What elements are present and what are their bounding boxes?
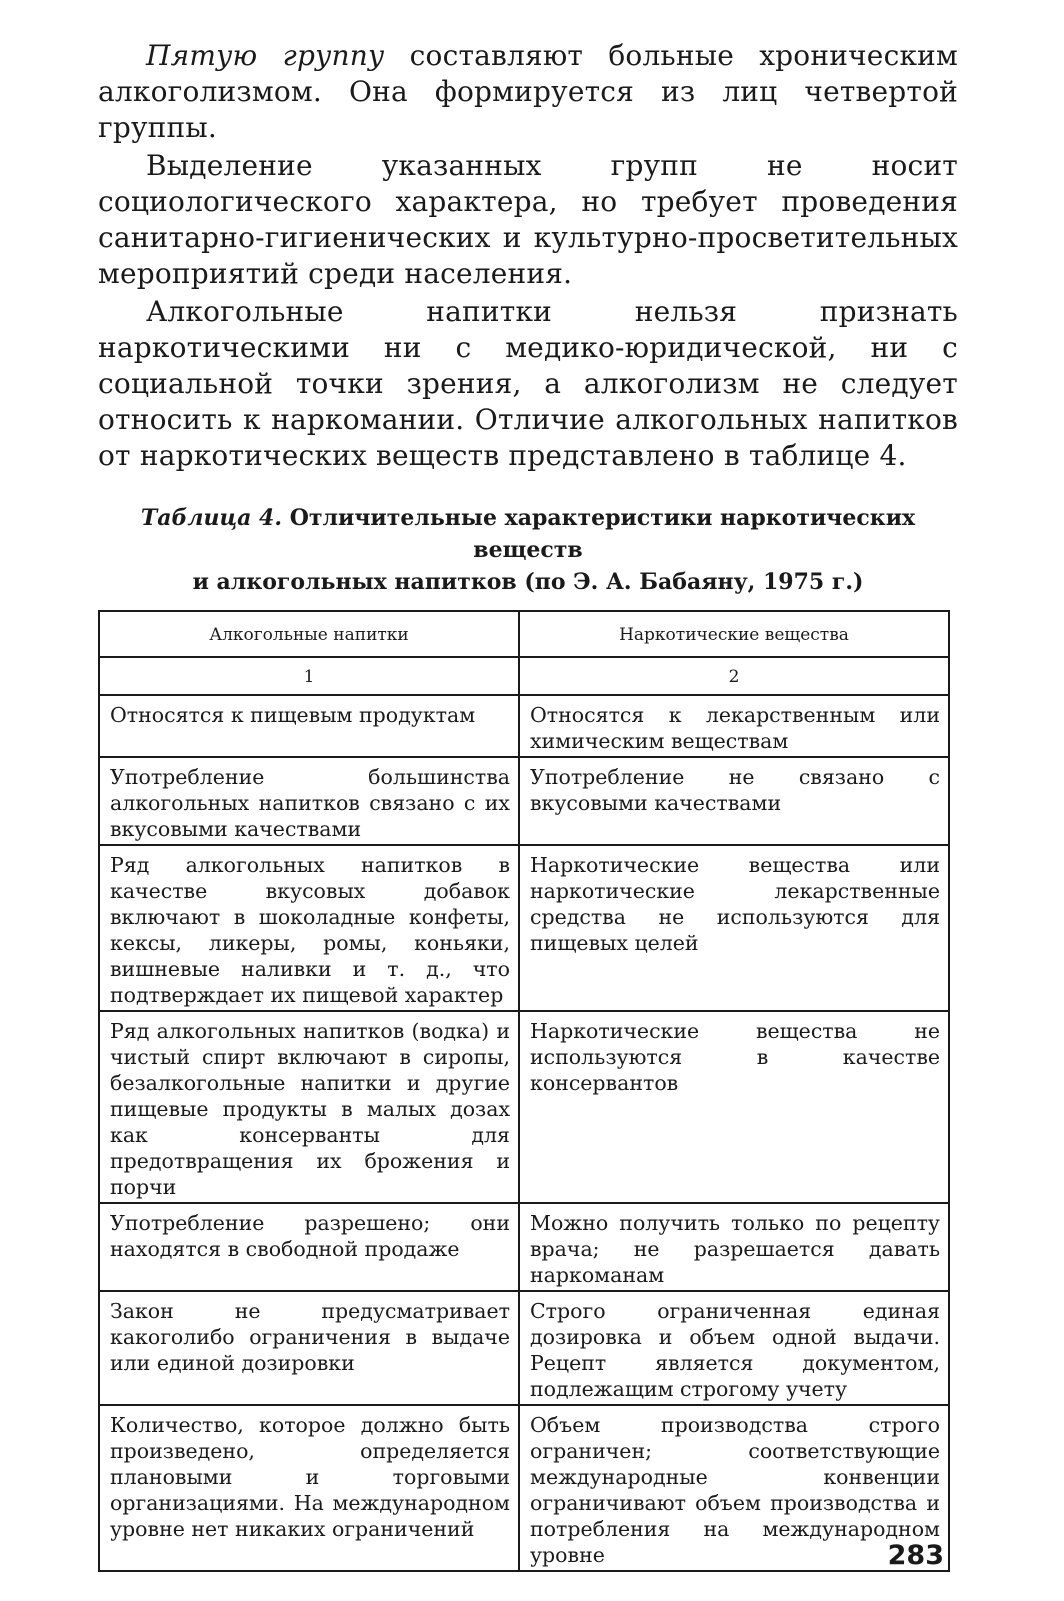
page-content [98,38,958,1572]
table-caption-line-1 [98,502,958,566]
paragraph-1-text: составляют больные хроническим алкоголизмом. Она формируется из лиц четвертой группы. [98,39,958,144]
table-cell-narcotic: Относятся к лекарственным или химическим веществам [519,695,949,757]
table-cell-narcotic: Наркотические вещества или наркотические лекарственные средства не используются для пищевых целей [519,845,949,1011]
table-cell-narcotic: Можно получить только по рецепту врача; не разрешается давать наркоманам [519,1203,949,1291]
table-cell-alcohol: Употребление большинства алкогольных напитков связано с их вкусовыми качествами [99,757,519,845]
table-caption-line-2: и алкогольных напитков (по Э. А. Бабаяну, 1975 г.) [192,569,864,595]
table-row [99,695,949,757]
page-number: 283 [887,1540,944,1571]
table-row [99,1011,949,1203]
table-row [99,1291,949,1405]
table-cell-alcohol: Относятся к пищевым продуктам [99,695,519,757]
paragraph-3 [98,294,958,474]
comparison-table [98,610,950,1572]
paragraph-1 [98,38,958,146]
header-alcoholic-drinks: Алкогольные напитки [99,611,519,657]
paragraph-2 [98,148,958,292]
table-row [99,1405,949,1571]
table-row [99,845,949,1011]
table-cell-narcotic: Употребление не связано с вкусовыми качествами [519,757,949,845]
table-caption-title: Отличительные характеристики наркотических веществ [282,505,916,563]
table-cell-narcotic: Наркотические вещества не используются в качестве консервантов [519,1011,949,1203]
table-cell-alcohol: Ряд алкогольных напитков в качестве вкусовых добавок включают в шоколадные конфеты, кексы, ликеры, ромы, коньяки, вишневые наливки и т. д., что подтверждает их пищевой характер [99,845,519,1011]
table-cell-alcohol: Количество, которое должно быть произведено, определяется плановыми и торговыми организациями. На международном уровне нет никаких ограничений [99,1405,519,1571]
paragraph-1-lead: Пятую группу [146,39,385,72]
table-caption [98,502,958,598]
paragraph-2-text: Выделение указанных групп не носит социологического характера, но требует проведения санитарно-гигиенических и культурно-просветительных мероприятий среди населения. [98,149,958,290]
table-header-row [99,611,949,657]
table-caption-label: Таблица 4. [140,505,283,531]
header-narcotic-substances: Наркотические вещества [519,611,949,657]
column-number-2: 2 [519,657,949,695]
table-row [99,757,949,845]
table-cell-alcohol: Употребление разрешено; они находятся в свободной продаже [99,1203,519,1291]
paragraph-3-text: Алкогольные напитки нельзя признать наркотическими ни с медико-юридической, ни с социальной точки зрения, а алкоголизм не следует относить к наркомании. Отличие алкогольных напитков от наркотических веществ представлено в таблице 4. [98,295,958,472]
table-column-number-row [99,657,949,695]
table-cell-alcohol: Закон не предусматривает какоголибо ограничения в выдаче или единой дозировки [99,1291,519,1405]
table-cell-narcotic: Строго ограниченная единая дозировка и объем одной выдачи. Рецепт является документом, подлежащим строгому учету [519,1291,949,1405]
table-cell-alcohol: Ряд алкогольных напитков (водка) и чистый спирт включают в сиропы, безалкогольные напитки и другие пищевые продукты в малых дозах как консерванты для предотвращения их брожения и порчи [99,1011,519,1203]
table-cell-narcotic: Объем производства строго ограничен; соответствующие международные конвенции ограничивают объем производства и потребления на международном уровне [519,1405,949,1571]
column-number-1: 1 [99,657,519,695]
table-row [99,1203,949,1291]
